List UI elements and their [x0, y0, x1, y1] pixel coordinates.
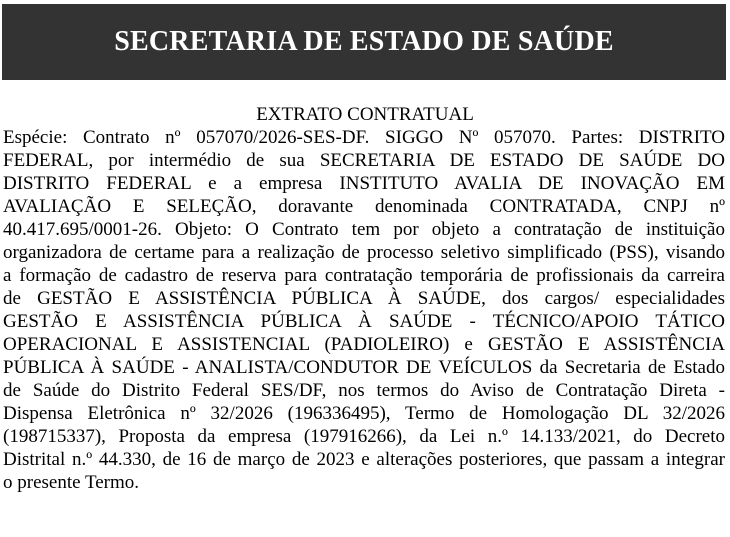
body-line: FEDERAL, por intermédio de sua SECRETARIA DE ESTADO DE SAÚDE DO [3, 150, 725, 171]
body-line: AVALIAÇÃO E SELEÇÃO, doravante denominada CONTRATADA, CNPJ nº [3, 196, 725, 217]
header-title: SECRETARIA DE ESTADO DE SAÚDE [114, 26, 614, 57]
body-line: o presente Termo. [3, 472, 140, 493]
body-line: Espécie: Contrato nº 057070/2026-SES-DF. SIGGO Nº 057070. Partes: DISTRITO [3, 127, 725, 148]
document-title: EXTRATO CONTRATUAL [256, 104, 474, 125]
body-line: DISTRITO FEDERAL e a empresa INSTITUTO AVALIA DE INOVAÇÃO EM [3, 173, 725, 194]
body-line: OPERACIONAL E ASSISTENCIAL (PADIOLEIRO) e GESTÃO E ASSISTÊNCIA [3, 334, 725, 355]
body-line: de GESTÃO E ASSISTÊNCIA PÚBLICA À SAÚDE, dos cargos/ especialidades [3, 288, 725, 309]
body-line: 40.417.695/0001-26. Objeto: O Contrato tem por objeto a contratação de instituição [3, 219, 725, 240]
body-line: organizadora de certame para a realização de processo seletivo simplificado (PSS), visando [3, 242, 725, 263]
body-line: a formação de cadastro de reserva para contratação temporária de profissionais da carreira [3, 265, 725, 286]
body-line: de Saúde do Distrito Federal SES/DF, nos termos do Aviso de Contratação Direta - [3, 380, 725, 401]
body-line: (198715337), Proposta da empresa (197916266), da Lei n.º 14.133/2021, do Decreto [3, 426, 725, 447]
body-line: Dispensa Eletrônica nº 32/2026 (196336495), Termo de Homologação DL 32/2026 [3, 403, 725, 424]
document-body [3, 126, 725, 494]
body-line: Distrital n.º 44.330, de 16 de março de 2023 e alterações posteriores, que passam a integrar [3, 449, 725, 470]
body-line: GESTÃO E ASSISTÊNCIA PÚBLICA À SAÚDE - TÉCNICO/APOIO TÁTICO [3, 311, 725, 332]
header-banner [2, 4, 726, 80]
body-line: PÚBLICA À SAÚDE - ANALISTA/CONDUTOR DE VEÍCULOS da Secretaria de Estado [3, 357, 725, 378]
